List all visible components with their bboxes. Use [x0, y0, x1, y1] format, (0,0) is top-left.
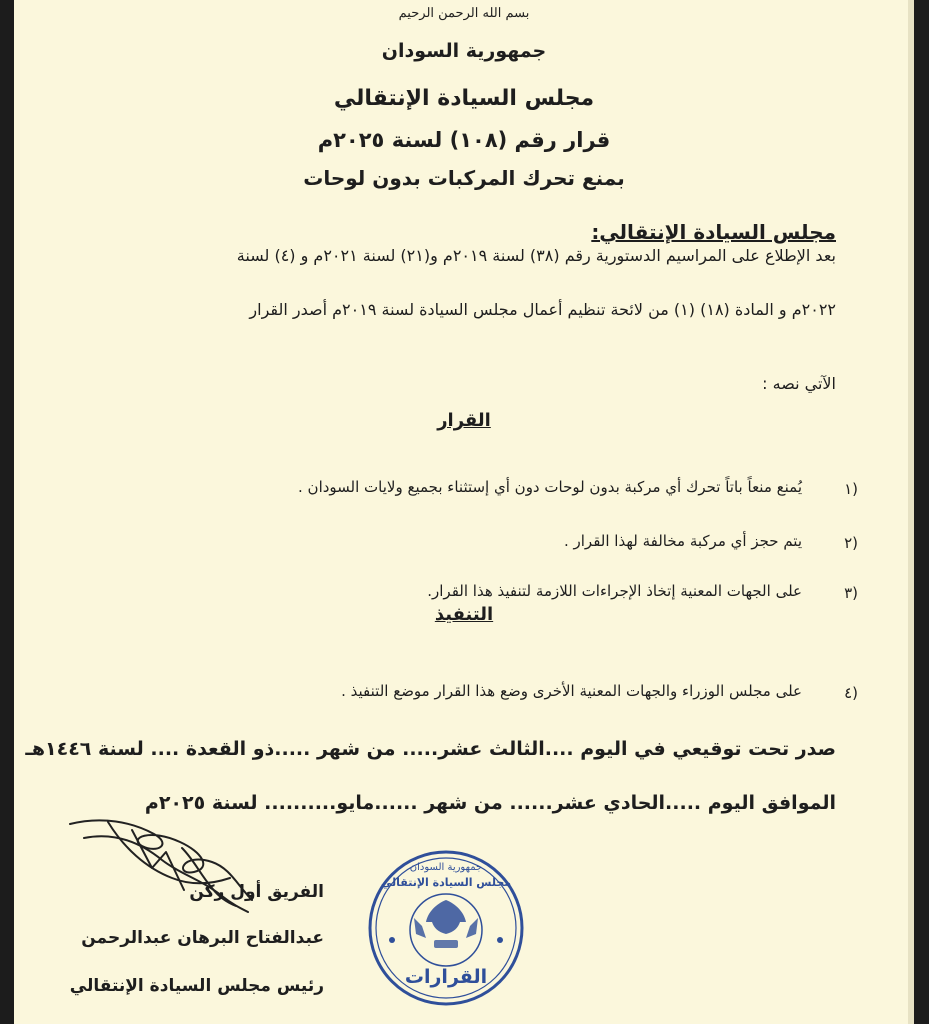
- preamble-heading: مجلس السيادة الإنتقالي:: [591, 220, 836, 244]
- signing-date-gregorian: الموافق اليوم .....الحادي عشر...... من شهر ......مايو.......... لسنة ٢٠٢٥م: [144, 792, 836, 814]
- seal-ring-text: مجلس السيادة الإنتقالي: [380, 876, 512, 889]
- item-text: يتم حجز أي مركبة مخالفة لهذا القرار .: [563, 532, 802, 550]
- page-edge: [908, 0, 914, 1024]
- republic-title: جمهورية السودان: [381, 40, 547, 62]
- item-text: على مجلس الوزراء والجهات المعنية الأخرى وضع هذا القرار موضع التنفيذ .: [341, 682, 802, 700]
- signatory-title: رئيس مجلس السيادة الإنتقالي: [69, 976, 324, 996]
- preamble-line-1: بعد الإطلاع على المراسيم الدستورية رقم (٣٨) لسنة ٢٠١٩م و(٢١) لسنة ٢٠٢١م و (٤) لسنة: [236, 246, 836, 265]
- item-number: (٣: [844, 584, 858, 602]
- official-seal: [366, 848, 526, 1012]
- preamble-line-2: ٢٠٢٢م و المادة (١٨) (١) من لائحة تنظيم أعمال مجلس السيادة لسنة ٢٠١٩م أصدر القرار: [249, 300, 836, 319]
- basmala: بسم الله الرحمن الرحيم: [398, 6, 530, 21]
- document-page: [14, 0, 914, 1024]
- item-text: يُمنع منعاً باتاً تحرك أي مركبة بدون لوحات دون أي إستثناء بجميع ولايات السودان .: [298, 478, 802, 496]
- item-text: على الجهات المعنية إتخاذ الإجراءات اللازمة لتنفيذ هذا القرار.: [427, 582, 802, 600]
- decree-number: قرار رقم (١٠٨) لسنة ٢٠٢٥م: [317, 128, 611, 152]
- signatory-rank: الفريق أول ركن: [189, 882, 324, 902]
- signing-date-hijri: صدر تحت توقيعي في اليوم ....الثالث عشر..... من شهر .....ذو القعدة .... لسنة ١٤٤٦هـ: [25, 738, 836, 760]
- signatory-name: عبدالفتاح البرهان عبدالرحمن: [81, 928, 324, 948]
- decree-subject: بمنع تحرك المركبات بدون لوحات: [303, 166, 625, 190]
- item-number: (٢: [844, 534, 858, 552]
- execution-heading: التنفيذ: [434, 604, 494, 625]
- item-number: (٤: [844, 684, 858, 702]
- council-title: مجلس السيادة الإنتقالي: [333, 86, 595, 111]
- item-number: (١: [844, 480, 858, 498]
- preamble-line-3: الآتي نصه :: [762, 374, 836, 393]
- seal-top-text: جمهورية السودان: [409, 862, 483, 873]
- seal-bottom-text: القرارات: [404, 966, 488, 988]
- decision-heading: القرار: [437, 410, 491, 431]
